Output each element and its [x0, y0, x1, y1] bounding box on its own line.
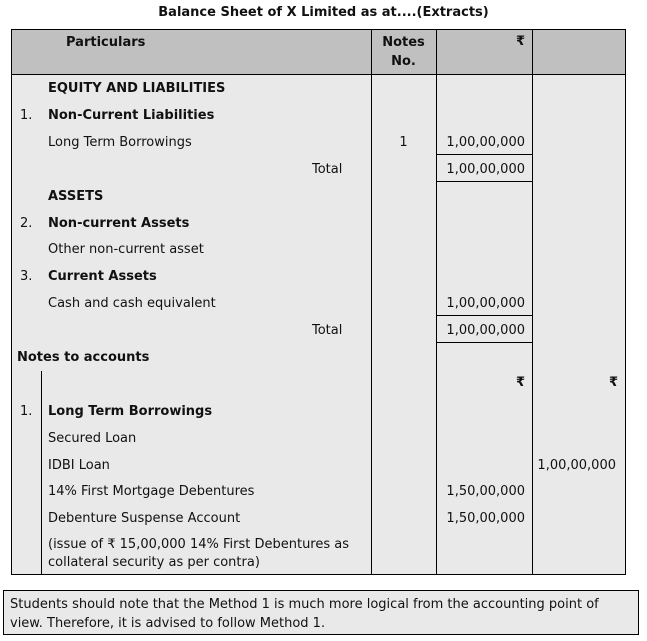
header-particulars: Particulars — [66, 35, 146, 50]
section-assets: ASSETS — [48, 189, 104, 204]
issue-note-line2: collateral security as per contra) — [48, 555, 260, 570]
rupee-icon: ₹ — [515, 34, 525, 49]
divider — [371, 30, 372, 574]
amount: 1,00,00,000 — [537, 458, 616, 473]
amount: 1,50,00,000 — [446, 511, 525, 526]
non-current-liabilities: Non-Current Liabilities — [48, 108, 215, 123]
divider — [532, 30, 533, 574]
current-assets: Current Assets — [48, 269, 157, 284]
divider — [436, 342, 532, 343]
header-notes-no: No. — [391, 54, 416, 69]
note-ref: 1 — [399, 135, 408, 150]
item-number: 1. — [20, 404, 33, 419]
note-ltb: Long Term Borrowings — [48, 404, 213, 419]
rupee-icon: ₹ — [515, 375, 525, 390]
total-label: Total — [312, 323, 343, 338]
secured-loan: Secured Loan — [48, 431, 137, 446]
rupee-icon: ₹ — [608, 375, 618, 390]
divider — [436, 181, 532, 182]
debentures: 14% First Mortgage Debentures — [48, 484, 255, 499]
issue-note-line1: (issue of ₹ 15,00,000 14% First Debentures as — [48, 537, 350, 552]
page-title: Balance Sheet of X Limited as at....(Extracts) — [158, 5, 489, 20]
divider — [436, 315, 532, 316]
other-non-current-asset: Other non-current asset — [48, 242, 204, 257]
amount: 1,00,00,000 — [446, 135, 525, 150]
item-number: 3. — [20, 269, 33, 284]
item-number: 1. — [20, 108, 33, 123]
total-label: Total — [312, 162, 343, 177]
footer-note: Students should note that the Method 1 is much more logical from the accounting point of view. Therefore, it is advised to follow Method 1. — [3, 590, 639, 635]
non-current-assets: Non-current Assets — [48, 216, 190, 231]
section-equity-liabilities: EQUITY AND LIABILITIES — [48, 81, 226, 96]
notes-heading: Notes to accounts — [17, 350, 150, 365]
total-amount: 1,00,00,000 — [446, 323, 525, 338]
divider — [436, 154, 532, 155]
header-notes: Notes — [382, 35, 425, 50]
item-number: 2. — [20, 216, 33, 231]
long-term-borrowings: Long Term Borrowings — [48, 135, 192, 150]
divider — [41, 371, 42, 574]
balance-sheet-table — [11, 29, 626, 575]
idbi-loan: IDBI Loan — [48, 458, 110, 473]
debenture-suspense: Debenture Suspense Account — [48, 511, 241, 526]
total-amount: 1,00,00,000 — [446, 162, 525, 177]
amount: 1,50,00,000 — [446, 484, 525, 499]
amount: 1,00,00,000 — [446, 296, 525, 311]
cash-equivalent: Cash and cash equivalent — [48, 296, 216, 311]
